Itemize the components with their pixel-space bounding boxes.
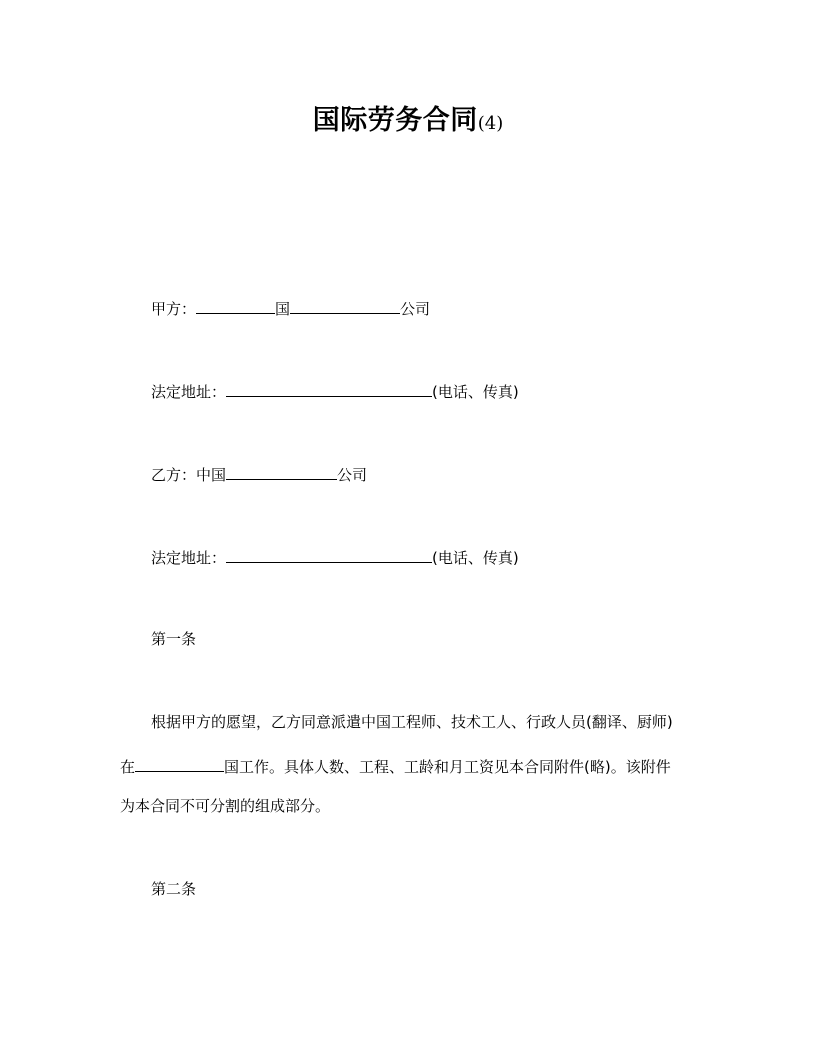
party-a-company-suffix: 公司	[400, 300, 431, 318]
article-1-heading: 第一条	[151, 630, 197, 648]
party-b-company-blank	[226, 463, 337, 480]
article-1-line2-prefix: 在	[120, 758, 136, 776]
party-b-address-suffix: (电话、传真)	[432, 549, 519, 567]
party-a-line	[151, 297, 430, 319]
party-b-address-line	[151, 546, 519, 568]
article-1-paragraph-line-3: 为本合同不可分割的组成部分。	[120, 797, 331, 815]
party-b-label: 乙方：中国	[151, 466, 227, 484]
article-1-paragraph-line-2	[120, 755, 671, 777]
party-a-country-suffix: 国	[275, 300, 291, 318]
party-a-address-line	[151, 380, 519, 402]
document-title	[0, 98, 816, 137]
article-1-country-blank	[135, 755, 224, 772]
party-a-address-label: 法定地址：	[151, 383, 227, 401]
title-suffix: (4)	[477, 113, 504, 134]
party-b-company-suffix: 公司	[337, 466, 368, 484]
party-a-label: 甲方：	[151, 300, 197, 318]
party-b-address-blank	[226, 546, 432, 563]
article-1-paragraph-line-1: 根据甲方的愿望，乙方同意派遣中国工程师、技术工人、行政人员(翻译、厨师)	[151, 713, 673, 731]
party-a-address-suffix: (电话、传真)	[432, 383, 519, 401]
party-a-address-blank	[226, 380, 432, 397]
party-b-line	[151, 463, 367, 485]
party-a-country-blank	[196, 297, 275, 314]
article-2-heading: 第二条	[151, 880, 197, 898]
article-1-line2-suffix: 国工作。具体人数、工程、工龄和月工资见本合同附件(略)。该附件	[224, 758, 671, 776]
party-b-address-label: 法定地址：	[151, 549, 227, 567]
title-text: 国际劳务合同	[312, 105, 478, 136]
party-a-company-blank	[290, 297, 400, 314]
